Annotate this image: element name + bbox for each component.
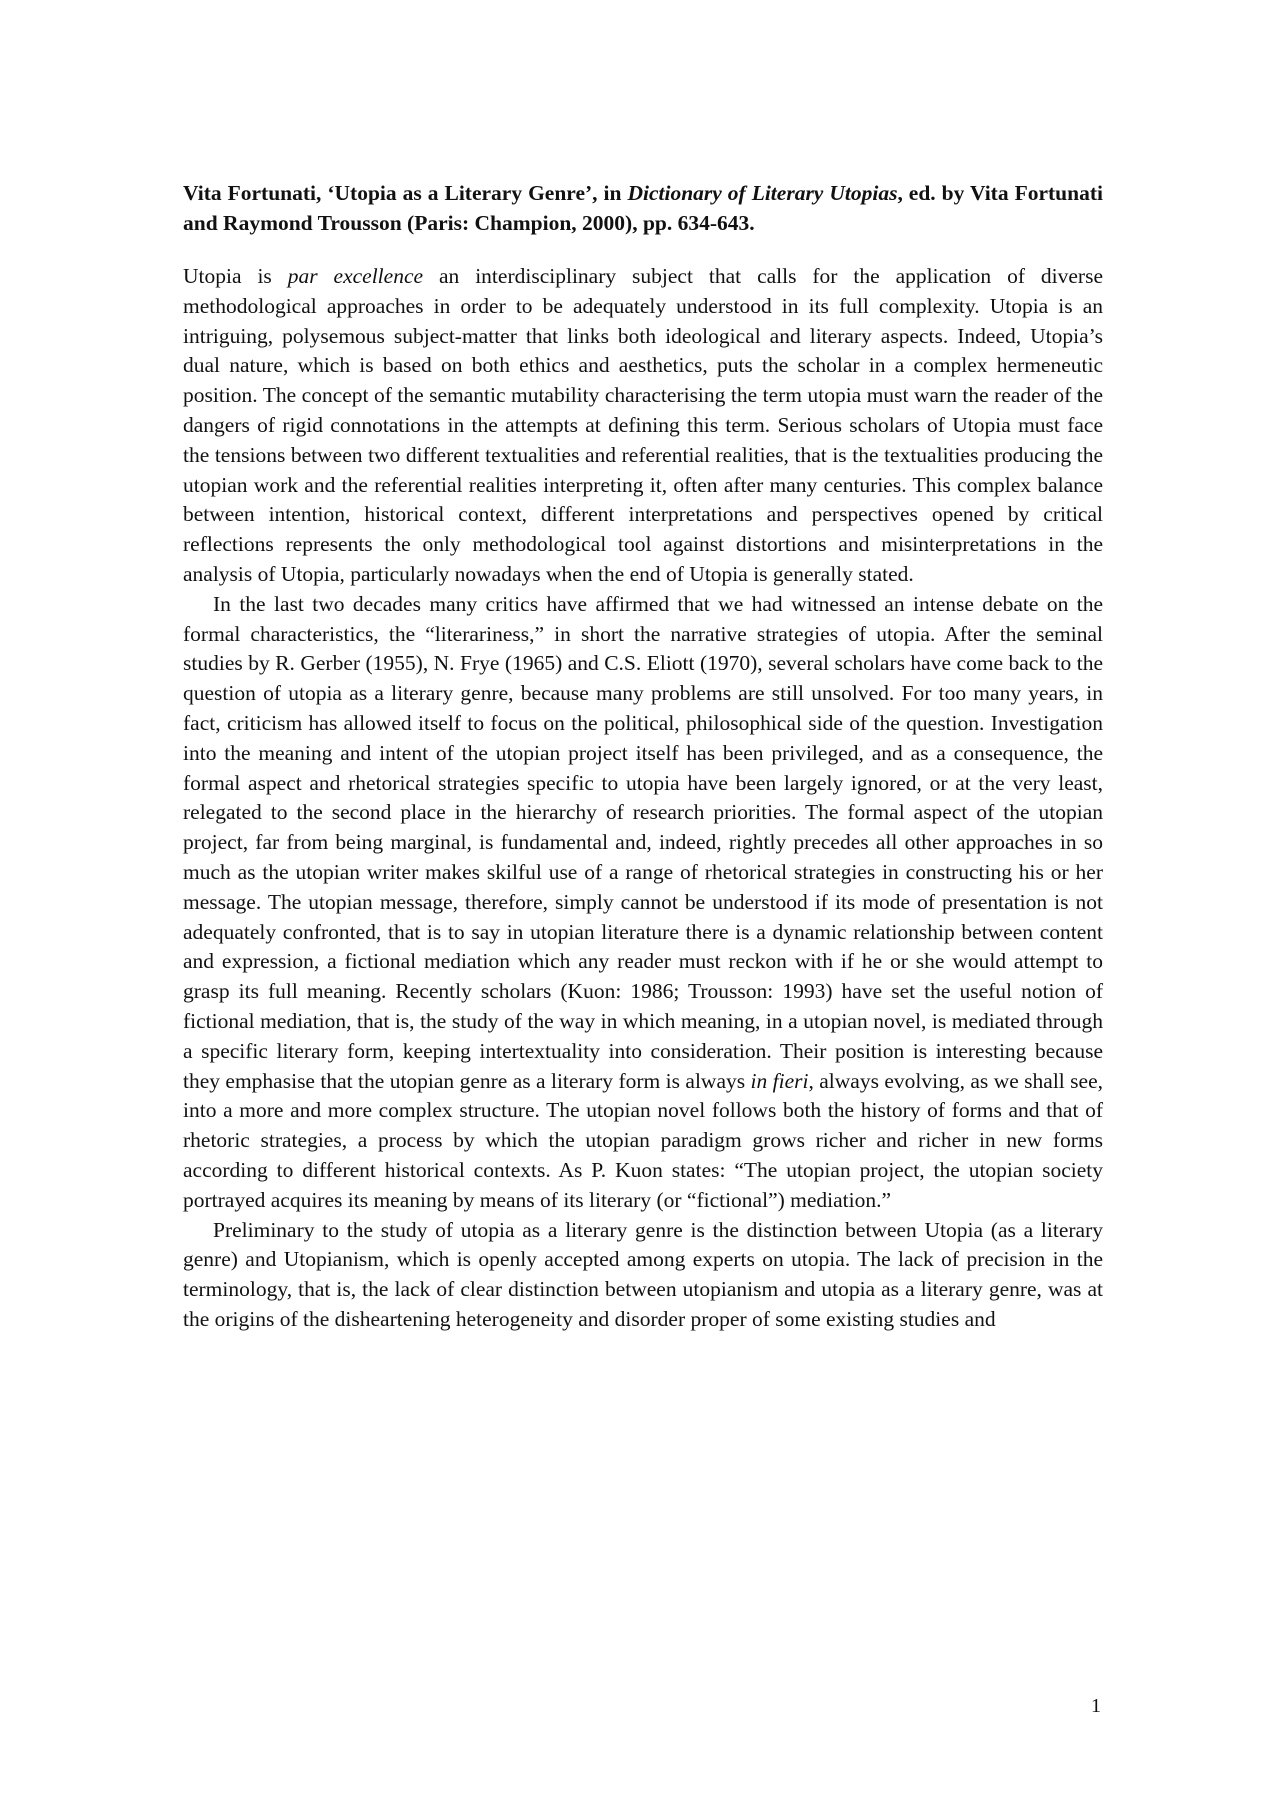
paragraph-1-text-start: Utopia is (183, 264, 288, 288)
body-paragraph-2 (183, 590, 1103, 1216)
citation-author-and-chapter: Vita Fortunati, ‘Utopia as a Literary Genre’, in (183, 181, 628, 205)
document-page (183, 178, 1103, 1335)
citation-editors-and-pages: , ed. by Vita Fortunati and Raymond Trousson (Paris: Champion, 2000), pp. 634-643. (183, 181, 1103, 235)
body-paragraph-1 (183, 262, 1103, 590)
body-paragraph-3: Preliminary to the study of utopia as a literary genre is the distinction between Utopia (as a literary genre) and Utopianism, which is openly accepted among experts on utopia. The lack of precision in the terminology, that is, the lack of clear distinction between utopianism and utopia as a literary genre, was at the origins of the disheartening heterogeneity and disorder proper of some existing studies and (183, 1217, 1103, 1331)
paragraph-1-text-end: an interdisciplinary subject that calls for the application of diverse methodological approaches in order to be adequately understood in its full complexity. Utopia is an intriguing, polysemous subject-matter that links both ideological and literary aspects. Indeed, Utopia’s dual nature, which is based on both ethics and aesthetics, puts the scholar in a complex hermeneutic position. The concept of the semantic mutability characterising the term utopia must warn the reader of the dangers of rigid connotations in the attempts at defining this term. Serious scholars of Utopia must face the tensions between two different textualities and referential realities, that is the textualities producing the utopian work and the referential realities interpreting it, often after many centuries. This complex balance between intention, historical context, different interpretations and perspectives opened by critical reflections represents the only methodological tool against distortions and misinterpretations in the analysis of Utopia, particularly nowadays when the end of Utopia is generally stated. (183, 264, 1103, 586)
page-number: 1 (1091, 1695, 1101, 1717)
paragraph-2-italic-phrase: in fieri (750, 1068, 809, 1093)
paragraph-2-text-start: In the last two decades many critics have affirmed that we had witnessed an intense debate on the formal characteristics, the “literariness,” in short the narrative strategies of utopia. After the seminal studies by R. Gerber (1955), N. Frye (1965) and C.S. Eliott (1970), several scholars have come back to the question of utopia as a literary genre, because many problems are still unsolved. For too many years, in fact, criticism has allowed itself to focus on the political, philosophical side of the question. Investigation into the meaning and intent of the utopian project itself has been privileged, and as a consequence, the formal aspect and rhetorical strategies specific to utopia have been largely ignored, or at the very least, relegated to the second place in the hierarchy of research priorities. The formal aspect of the utopian project, far from being marginal, is fundamental and, indeed, rightly precedes all other approaches in so much as the utopian writer makes skilful use of a range of rhetorical strategies in constructing his or her message. The utopian message, therefore, simply cannot be understood if its mode of presentation is not adequately confronted, that is to say in utopian literature there is a dynamic relationship between content and expression, a fictional mediation which any reader must reckon with if he or she would attempt to grasp its full meaning. Recently scholars (Kuon: 1986; Trousson: 1993) have set the useful notion of fictional mediation, that is, the study of the way in which meaning, in a utopian novel, is mediated through a specific literary form, keeping intertextuality into consideration. Their position is interesting because they emphasise that the utopian genre as a literary form is always (183, 591, 1103, 1093)
bibliographic-citation (183, 178, 1103, 238)
citation-book-title: Dictionary of Literary Utopias (627, 181, 898, 205)
paragraph-2-text-end: , always evolving, as we shall see, into a more and more complex structure. The utopian novel follows both the history of forms and that of rhetoric strategies, a process by which the utopian paradigm grows richer and richer in new forms according to different historical contexts. As P. Kuon states: “The utopian project, the utopian society portrayed acquires its meaning by means of its literary (or “fictional”) mediation.” (183, 1068, 1104, 1212)
paragraph-1-italic-phrase: par excellence (287, 264, 424, 288)
